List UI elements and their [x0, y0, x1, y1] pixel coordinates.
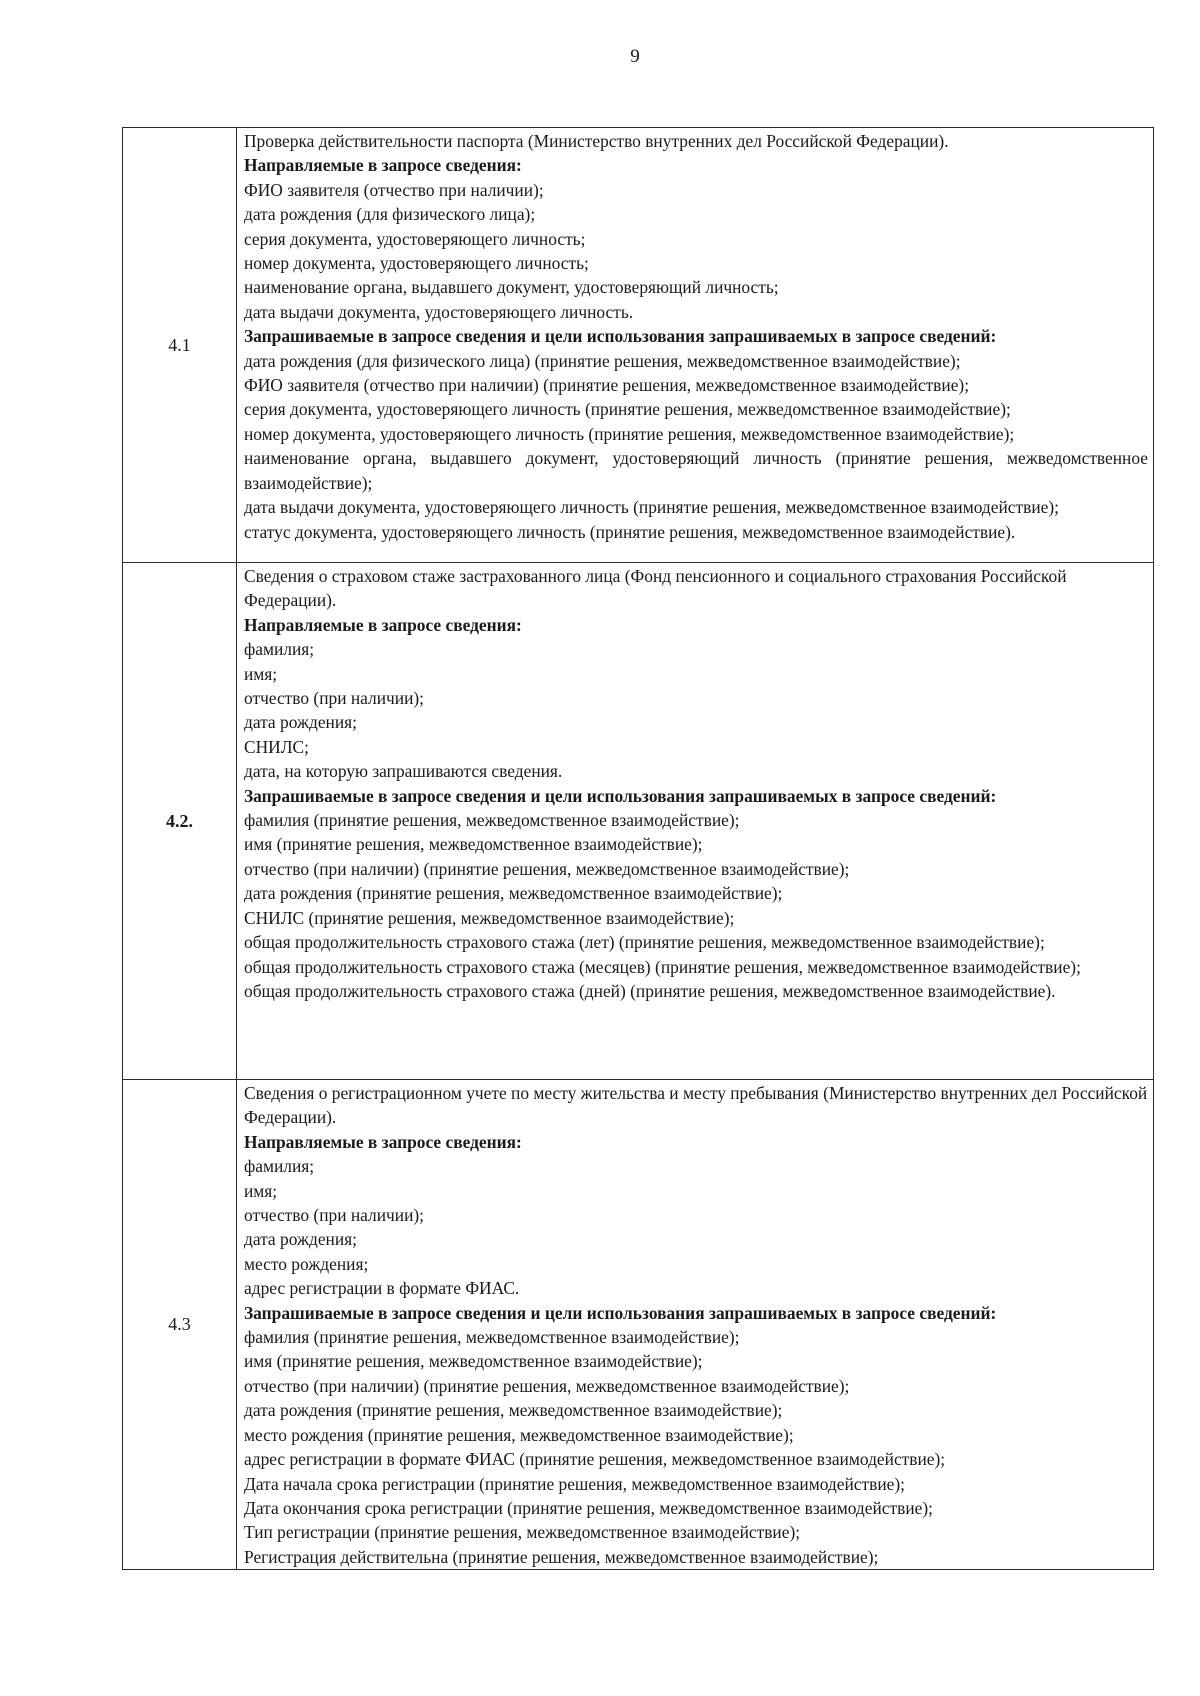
list-item: серия документа, удостоверяющего личность;	[244, 228, 586, 249]
list-item: СНИЛС;	[244, 736, 309, 757]
list-item: Дата начала срока регистрации (принятие решения, межведомственное взаимодействие);	[244, 1473, 905, 1494]
list-item: место рождения;	[244, 1253, 369, 1274]
list-item: отчество (при наличии);	[244, 688, 425, 709]
list-item: дата рождения (принятие решения, межведомственное взаимодействие);	[244, 1400, 783, 1421]
section-heading: Запрашиваемые в запросе сведения и цели использования запрашиваемых в запросе сведений:	[244, 1302, 997, 1323]
list-item: ФИО заявителя (отчество при наличии) (принятие решения, межведомственное взаимодействие);	[244, 375, 970, 396]
list-item: дата выдачи документа, удостоверяющего личность.	[244, 301, 634, 322]
source-line: Проверка действительности паспорта (Министерство внутренних дел Российской Федерации).	[244, 131, 949, 151]
list-item: ФИО заявителя (отчество при наличии);	[244, 179, 544, 200]
list-item: дата рождения;	[244, 712, 357, 733]
list-item: наименование органа, выдавшего документ, удостоверяющий личность (принятие решения, межведомственное взаимодействие);	[244, 448, 1148, 493]
list-item: отчество (при наличии) (принятие решения, межведомственное взаимодействие);	[244, 858, 850, 879]
list-item: Дата окончания срока регистрации (принятие решения, межведомственное взаимодействие);	[244, 1497, 933, 1518]
page-number: 9	[630, 46, 640, 67]
row-content	[237, 1080, 1154, 1570]
row-content	[237, 563, 1154, 1080]
list-item: Регистрация действительна (принятие решения, межведомственное взаимодействие);	[244, 1546, 879, 1567]
source-line: Сведения о страховом стаже застрахованного лица (Фонд пенсионного и социального страхования Российской Федерации).	[244, 566, 1067, 611]
requests-table	[122, 127, 1154, 1570]
list-item: серия документа, удостоверяющего личность (принятие решения, межведомственное взаимодействие);	[244, 399, 1011, 420]
list-item: наименование органа, выдавшего документ, удостоверяющий личность;	[244, 277, 779, 298]
list-item: имя (принятие решения, межведомственное взаимодействие);	[244, 1351, 703, 1372]
list-item: фамилия;	[244, 1156, 315, 1177]
list-item: фамилия (принятие решения, межведомственное взаимодействие);	[244, 1327, 740, 1348]
list-item: Тип регистрации (принятие решения, межведомственное взаимодействие);	[244, 1522, 801, 1543]
list-item: дата рождения (для физического лица) (принятие решения, межведомственное взаимодействие);	[244, 350, 961, 371]
row-content	[237, 128, 1154, 563]
table-row	[123, 1080, 1154, 1570]
list-item: общая продолжительность страхового стажа (дней) (принятие решения, межведомственное взаимодействие).	[244, 980, 1056, 1001]
source-line: Сведения о регистрационном учете по месту жительства и месту пребывания (Министерство внутренних дел Российской Федерации).	[244, 1083, 1148, 1128]
list-item: дата выдачи документа, удостоверяющего личность (принятие решения, межведомственное взаимодействие);	[244, 497, 1059, 518]
list-item: место рождения (принятие решения, межведомственное взаимодействие);	[244, 1424, 794, 1445]
list-item: отчество (при наличии);	[244, 1205, 425, 1226]
list-item: дата рождения (принятие решения, межведомственное взаимодействие);	[244, 883, 783, 904]
list-item: статус документа, удостоверяющего личность (принятие решения, межведомственное взаимодействие).	[244, 521, 1016, 542]
row-number: 4.2.	[123, 563, 237, 1080]
list-item: адрес регистрации в формате ФИАС.	[244, 1278, 520, 1299]
list-item: общая продолжительность страхового стажа (лет) (принятие решения, межведомственное взаимодействие);	[244, 932, 1045, 953]
section-heading: Направляемые в запросе сведения:	[244, 614, 522, 635]
list-item: номер документа, удостоверяющего личность (принятие решения, межведомственное взаимодействие);	[244, 423, 1015, 444]
list-item: фамилия (принятие решения, межведомственное взаимодействие);	[244, 810, 740, 831]
section-heading: Запрашиваемые в запросе сведения и цели использования запрашиваемых в запросе сведений:	[244, 326, 997, 347]
list-item: адрес регистрации в формате ФИАС (принятие решения, межведомственное взаимодействие);	[244, 1449, 946, 1470]
list-item: имя (принятие решения, межведомственное взаимодействие);	[244, 834, 703, 855]
list-item: номер документа, удостоверяющего личность;	[244, 253, 589, 274]
list-item: имя;	[244, 1180, 278, 1201]
list-item: имя;	[244, 663, 278, 684]
list-item: дата рождения;	[244, 1229, 357, 1250]
table-row	[123, 563, 1154, 1080]
list-item: дата, на которую запрашиваются сведения.	[244, 761, 563, 782]
section-heading: Запрашиваемые в запросе сведения и цели использования запрашиваемых в запросе сведений:	[244, 785, 997, 806]
section-heading: Направляемые в запросе сведения:	[244, 1131, 522, 1152]
table-row	[123, 128, 1154, 563]
row-number: 4.3	[123, 1080, 237, 1570]
list-item: общая продолжительность страхового стажа (месяцев) (принятие решения, межведомственное взаимодействие);	[244, 956, 1081, 977]
list-item: дата рождения (для физического лица);	[244, 204, 536, 225]
list-item: отчество (при наличии) (принятие решения, межведомственное взаимодействие);	[244, 1375, 850, 1396]
list-item: СНИЛС (принятие решения, межведомственное взаимодействие);	[244, 907, 735, 928]
section-heading: Направляемые в запросе сведения:	[244, 155, 522, 176]
list-item: фамилия;	[244, 639, 315, 660]
row-number: 4.1	[123, 128, 237, 563]
